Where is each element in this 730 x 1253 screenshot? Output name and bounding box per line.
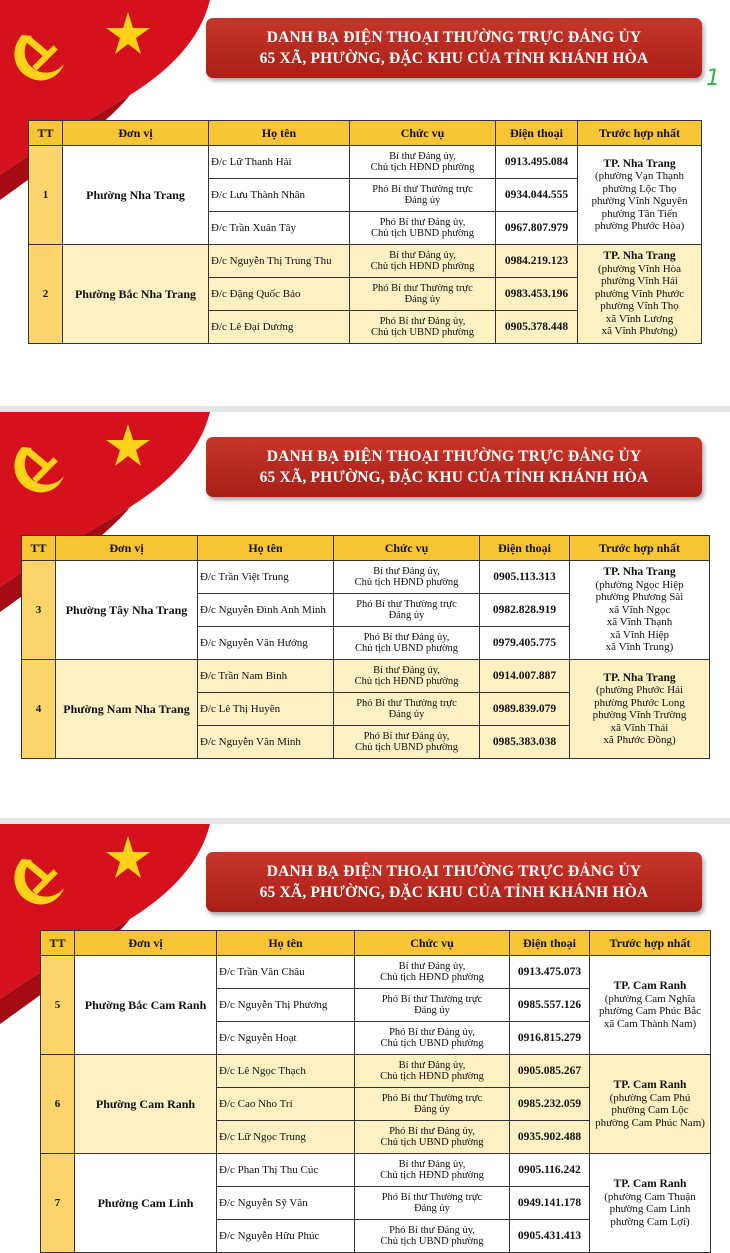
phone-number: 0905.116.242 xyxy=(510,1154,590,1187)
merged-locality: (phường Vạn Thạnh xyxy=(595,170,684,182)
row-number: 3 xyxy=(22,561,56,660)
merged-from xyxy=(590,1154,711,1253)
position-line: Bí thư Đảng ủy, xyxy=(373,664,440,676)
official-name: Đ/c Trần Nam Bình xyxy=(198,660,334,693)
position-line: Đảng ủy xyxy=(388,610,425,621)
merged-locality: phường Tân Tiến xyxy=(601,207,678,220)
phone-number: 0982.828.919 xyxy=(480,594,570,627)
official-name: Đ/c Nguyễn Văn Minh xyxy=(198,726,334,759)
phone-number: 0914.007.887 xyxy=(480,660,570,693)
col-header-position: Chức vụ xyxy=(350,121,496,146)
panel-3 xyxy=(0,824,730,1247)
official-position xyxy=(334,726,480,759)
position-line: Phó Bí thư Đảng ủy, xyxy=(389,1026,475,1038)
phone-number: 0983.453.196 xyxy=(496,278,578,311)
col-header-merged: Trước hợp nhất xyxy=(570,536,710,561)
official-name: Đ/c Nguyễn Sỹ Văn xyxy=(217,1187,355,1220)
phone-number: 0985.557.126 xyxy=(510,989,590,1022)
official-position xyxy=(350,278,496,311)
official-position xyxy=(355,1022,510,1055)
official-name: Đ/c Nguyễn Đình Anh Minh xyxy=(198,594,334,627)
official-name: Đ/c Nguyễn Văn Hướng xyxy=(198,627,334,660)
merged-locality: phường Vĩnh Trường xyxy=(592,709,687,721)
official-position xyxy=(334,627,480,660)
position-line: Bí thư Đảng ủy, xyxy=(389,249,456,261)
position-line: Chủ tịch UBND phường xyxy=(370,228,475,239)
official-name: Đ/c Trần Xuân Tây xyxy=(209,212,350,245)
position-line: Phó Bí thư Thường trực xyxy=(356,697,457,709)
merged-city: TP. Nha Trang xyxy=(603,566,676,579)
merged-from xyxy=(578,245,702,344)
merged-locality: (phường Cam Thuận xyxy=(604,1190,696,1203)
panel-1 xyxy=(0,0,730,400)
position-line: Bí thư Đảng ủy, xyxy=(389,150,456,162)
position-line: Phó Bí thư Đảng ủy, xyxy=(379,315,466,327)
position-line: Phó Bí thư Đảng ủy, xyxy=(389,1125,475,1137)
merged-locality: phường Phước Hòa) xyxy=(594,220,685,232)
position-line: Phó Bí thư Thường trực xyxy=(381,993,483,1005)
official-position xyxy=(355,1088,510,1121)
official-name: Đ/c Phan Thị Thu Cúc xyxy=(217,1154,355,1187)
merged-locality: phường Cam Phúc Bắc xyxy=(599,1005,701,1017)
merged-locality: xã Vĩnh Thái xyxy=(610,721,669,734)
position-line: Chủ tịch HĐND phường xyxy=(354,676,459,687)
merged-city: TP. Cam Ranh xyxy=(613,980,687,992)
col-header-name: Họ tên xyxy=(217,931,355,956)
position-line: Chủ tịch HĐND phường xyxy=(380,972,484,983)
merged-locality: xã Vĩnh Hiệp xyxy=(609,628,670,641)
position-line: Chủ tịch UBND phường xyxy=(370,327,475,338)
merged-locality: xã Phước Đồng) xyxy=(603,734,676,746)
merged-from xyxy=(570,561,710,660)
merged-locality: xã Vĩnh Thạnh xyxy=(606,616,673,629)
position-line: Bí thư Đảng ủy, xyxy=(398,1059,466,1071)
merged-locality: (phường Cam Nghĩa xyxy=(604,992,696,1005)
header-row xyxy=(41,931,711,956)
merged-locality: phường Vĩnh Phước xyxy=(594,287,685,300)
table-row xyxy=(41,1154,711,1187)
position-line: Phó Bí thư Đảng ủy, xyxy=(389,1224,475,1236)
position-line: Chủ tịch HĐND phường xyxy=(370,162,475,173)
merged-from xyxy=(570,660,710,759)
merged-locality: phường Lộc Thọ xyxy=(602,182,677,195)
position-line: Phó Bí thư Thường trực xyxy=(381,1092,483,1104)
position-line: Đảng ủy xyxy=(388,709,425,720)
unit-name: Phường Tây Nha Trang xyxy=(56,561,198,660)
merged-locality: (phường Phước Hải xyxy=(595,684,684,696)
position-line: Phó Bí thư Thường trực xyxy=(356,598,457,610)
position-line: Chủ tịch UBND phường xyxy=(380,1038,484,1049)
official-name: Đ/c Lữ Ngọc Trung xyxy=(217,1121,355,1154)
merged-locality: xã Vĩnh Ngọc xyxy=(608,603,671,616)
phone-number: 0949.141.178 xyxy=(510,1187,590,1220)
row-number: 1 xyxy=(29,146,63,245)
phone-number: 0916.815.279 xyxy=(510,1022,590,1055)
table-row xyxy=(29,146,702,179)
official-name: Đ/c Nguyễn Thị Phương xyxy=(217,989,355,1022)
unit-name: Phường Nam Nha Trang xyxy=(56,660,198,759)
position-line: Phó Bí thư Thường trực xyxy=(372,282,473,294)
col-header-tt: TT xyxy=(22,536,56,561)
phone-number: 0905.378.448 xyxy=(496,311,578,344)
banner-title xyxy=(206,437,702,497)
banner-line2: 65 XÃ, PHƯỜNG, ĐẶC KHU CỦA TỈNH KHÁNH HÒA xyxy=(259,469,649,486)
official-name: Đ/c Lê Đại Dương xyxy=(209,311,350,344)
phone-number: 0913.475.073 xyxy=(510,956,590,989)
official-position xyxy=(350,146,496,179)
directory-table-2 xyxy=(21,535,710,759)
official-position xyxy=(355,1154,510,1187)
col-header-position: Chức vụ xyxy=(355,931,510,956)
col-header-unit: Đơn vị xyxy=(63,121,209,146)
phone-number: 0905.085.267 xyxy=(510,1055,590,1088)
phone-number: 0979.405.775 xyxy=(480,627,570,660)
banner-line2: 65 XÃ, PHƯỜNG, ĐẶC KHU CỦA TỈNH KHÁNH HÒA xyxy=(259,50,649,67)
phone-number: 0934.044.555 xyxy=(496,179,578,212)
merged-locality: xã Cam Thành Nam) xyxy=(603,1017,697,1030)
phone-number: 0984.219.123 xyxy=(496,245,578,278)
official-position xyxy=(355,1055,510,1088)
table-body xyxy=(41,931,711,1253)
position-line: Chủ tịch HĐND phường xyxy=(354,577,459,588)
col-header-unit: Đơn vị xyxy=(75,931,217,956)
unit-name: Phường Bắc Nha Trang xyxy=(63,245,209,344)
position-line: Phó Bí thư Đảng ủy, xyxy=(379,216,466,228)
merged-locality: phường Cam Phúc Nam) xyxy=(595,1116,705,1129)
merged-city: TP. Nha Trang xyxy=(603,157,676,170)
official-name: Đ/c Trần Việt Trung xyxy=(198,561,334,594)
merged-locality: (phường Cam Phú xyxy=(609,1091,691,1104)
row-number: 4 xyxy=(22,660,56,759)
phone-number: 0905.431.413 xyxy=(510,1220,590,1253)
col-header-phone: Điện thoại xyxy=(480,536,570,561)
table-row xyxy=(29,245,702,278)
position-line: Phó Bí thư Thường trực xyxy=(372,183,473,195)
position-line: Bí thư Đảng ủy, xyxy=(373,565,440,577)
unit-name: Phường Cam Ranh xyxy=(75,1055,217,1154)
phone-number: 0967.807.979 xyxy=(496,212,578,245)
position-line: Phó Bí thư Đảng ủy, xyxy=(363,631,450,643)
official-position xyxy=(355,1121,510,1154)
official-position xyxy=(350,311,496,344)
row-number: 5 xyxy=(41,956,75,1055)
official-name: Đ/c Nguyễn Hoạt xyxy=(217,1022,355,1055)
unit-name: Phường Cam Linh xyxy=(75,1154,217,1253)
merged-from xyxy=(590,1055,711,1154)
phone-number: 0913.495.084 xyxy=(496,146,578,179)
merged-locality: (phường Vĩnh Hòa xyxy=(597,262,682,275)
col-header-tt: TT xyxy=(29,121,63,146)
merged-locality: phường Cam Lộc xyxy=(611,1104,689,1116)
directory-table-3 xyxy=(40,930,711,1253)
position-line: Phó Bí thư Đảng ủy, xyxy=(363,730,450,742)
merged-city: TP. Nha Trang xyxy=(603,250,676,263)
official-position xyxy=(350,179,496,212)
official-name: Đ/c Lê Ngọc Thạch xyxy=(217,1055,355,1088)
merged-locality: xã Vĩnh Lương xyxy=(605,312,674,325)
merged-from xyxy=(578,146,702,245)
col-header-position: Chức vụ xyxy=(334,536,480,561)
banner-line1: DANH BẠ ĐIỆN THOẠI THƯỜNG TRỰC ĐẢNG ỦY xyxy=(266,863,642,880)
position-line: Chủ tịch HĐND phường xyxy=(380,1071,484,1082)
row-number: 7 xyxy=(41,1154,75,1253)
row-number: 6 xyxy=(41,1055,75,1154)
position-line: Đảng ủy xyxy=(404,195,441,206)
table-row xyxy=(22,561,710,594)
panel-2 xyxy=(0,412,730,812)
col-header-unit: Đơn vị xyxy=(56,536,198,561)
phone-number: 0935.902.488 xyxy=(510,1121,590,1154)
official-position xyxy=(334,660,480,693)
official-position xyxy=(334,693,480,726)
page-mark: 1 xyxy=(706,66,720,91)
col-header-name: Họ tên xyxy=(198,536,334,561)
position-line: Chủ tịch UBND phường xyxy=(354,643,459,654)
official-position xyxy=(355,1187,510,1220)
col-header-tt: TT xyxy=(41,931,75,956)
merged-locality: xã Vĩnh Phương) xyxy=(601,325,678,338)
banner-line1: DANH BẠ ĐIỆN THOẠI THƯỜNG TRỰC ĐẢNG ỦY xyxy=(266,29,642,46)
header-row xyxy=(29,121,702,146)
official-position xyxy=(334,594,480,627)
banner-line2: 65 XÃ, PHƯỜNG, ĐẶC KHU CỦA TỈNH KHÁNH HÒA xyxy=(259,884,649,901)
merged-locality: phường Phước Long xyxy=(594,696,685,709)
position-line: Đảng ủy xyxy=(414,1104,450,1115)
phone-number: 0985.232.059 xyxy=(510,1088,590,1121)
merged-locality: phường Cam Linh xyxy=(609,1203,691,1215)
col-header-name: Họ tên xyxy=(209,121,350,146)
col-header-merged: Trước hợp nhất xyxy=(590,931,711,956)
table-row xyxy=(41,956,711,989)
position-line: Đảng ủy xyxy=(404,294,441,305)
official-position xyxy=(334,561,480,594)
official-position xyxy=(350,245,496,278)
merged-city: TP. Nha Trang xyxy=(603,671,676,684)
position-line: Bí thư Đảng ủy, xyxy=(398,1158,466,1170)
banner-title xyxy=(206,18,702,78)
unit-name: Phường Bắc Cam Ranh xyxy=(75,956,217,1055)
official-position xyxy=(355,1220,510,1253)
table-body xyxy=(22,536,710,759)
merged-from xyxy=(590,956,711,1055)
position-line: Phó Bí thư Thường trực xyxy=(381,1191,483,1203)
merged-city: TP. Cam Ranh xyxy=(613,1079,687,1091)
position-line: Đảng ủy xyxy=(414,1203,450,1214)
official-name: Đ/c Nguyễn Thị Trung Thu xyxy=(209,245,350,278)
banner-line1: DANH BẠ ĐIỆN THOẠI THƯỜNG TRỰC ĐẢNG ỦY xyxy=(266,448,642,465)
official-name: Đ/c Đặng Quốc Bảo xyxy=(209,278,350,311)
official-name: Đ/c Cao Nho Trí xyxy=(217,1088,355,1121)
position-line: Chủ tịch HĐND phường xyxy=(370,261,475,272)
merged-locality: phường Vĩnh Thọ xyxy=(600,300,679,313)
position-line: Chủ tịch UBND phường xyxy=(380,1236,484,1247)
row-number: 2 xyxy=(29,245,63,344)
directory-table-1 xyxy=(28,120,702,344)
official-name: Đ/c Lưu Thành Nhân xyxy=(209,179,350,212)
merged-locality: phường Vĩnh Nguyên xyxy=(591,195,688,207)
merged-locality: phường Cam Lợi) xyxy=(610,1215,690,1228)
phone-number: 0905.113.313 xyxy=(480,561,570,594)
official-name: Đ/c Lữ Thanh Hải xyxy=(209,146,350,179)
official-position xyxy=(355,989,510,1022)
banner-title xyxy=(206,852,702,912)
table-row xyxy=(22,660,710,693)
col-header-phone: Điện thoại xyxy=(496,121,578,146)
official-name: Đ/c Nguyễn Hữu Phúc xyxy=(217,1220,355,1253)
phone-number: 0985.383.038 xyxy=(480,726,570,759)
official-name: Đ/c Lê Thị Huyên xyxy=(198,693,334,726)
merged-locality: xã Vĩnh Trung) xyxy=(605,641,674,654)
unit-name: Phường Nha Trang xyxy=(63,146,209,245)
official-position xyxy=(355,956,510,989)
official-name: Đ/c Trần Văn Châu xyxy=(217,956,355,989)
position-line: Chủ tịch HĐND phường xyxy=(380,1170,484,1181)
merged-locality: phường Vĩnh Hải xyxy=(601,275,678,288)
phone-number: 0989.839.079 xyxy=(480,693,570,726)
merged-city: TP. Cam Ranh xyxy=(613,1178,687,1190)
col-header-merged: Trước hợp nhất xyxy=(578,121,702,146)
position-line: Chủ tịch UBND phường xyxy=(354,742,459,753)
position-line: Bí thư Đảng ủy, xyxy=(398,960,466,972)
merged-locality: (phường Ngọc Hiệp xyxy=(595,578,684,591)
col-header-phone: Điện thoại xyxy=(510,931,590,956)
header-row xyxy=(22,536,710,561)
official-position xyxy=(350,212,496,245)
merged-locality: phường Phương Sài xyxy=(595,591,684,604)
position-line: Đảng ủy xyxy=(414,1005,450,1016)
position-line: Chủ tịch UBND phường xyxy=(380,1137,484,1148)
table-body xyxy=(29,121,702,344)
table-row xyxy=(41,1055,711,1088)
